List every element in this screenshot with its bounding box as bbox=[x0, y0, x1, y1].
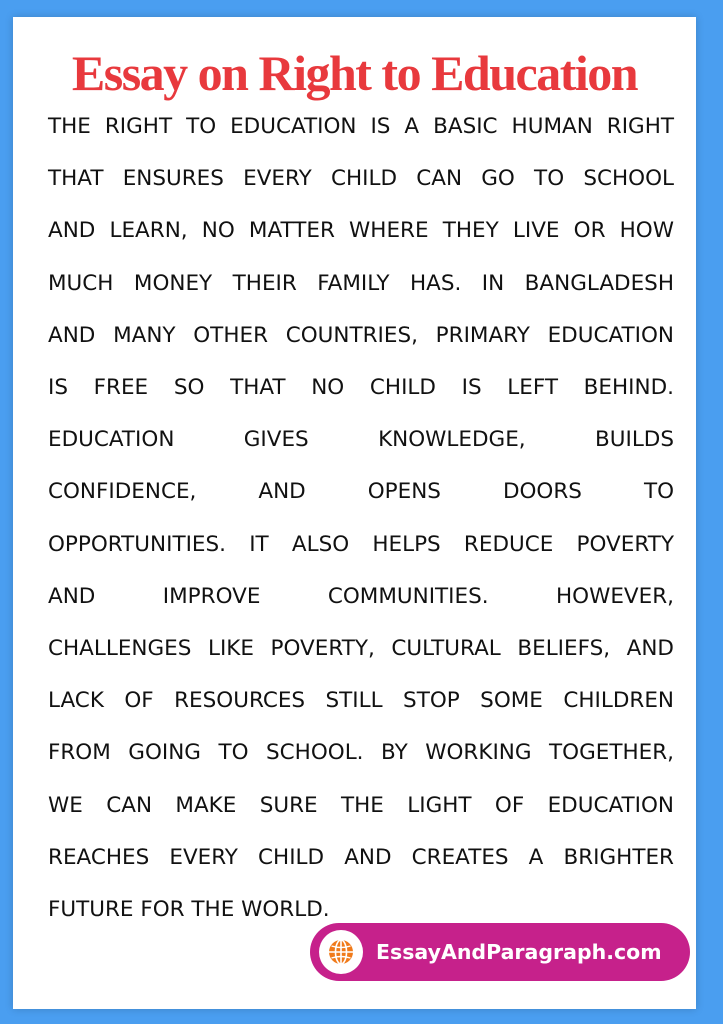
essay-line: AND MANY OTHER COUNTRIES, PRIMARY EDUCATION bbox=[48, 322, 674, 348]
essay-sheet bbox=[13, 17, 696, 1009]
page-title: Essay on Right to Education bbox=[71, 45, 638, 101]
essay-line: AND IMPROVE COMMUNITIES. HOWEVER, bbox=[48, 583, 674, 609]
essay-line: AND LEARN, NO MATTER WHERE THEY LIVE OR HOW bbox=[48, 218, 674, 244]
essay-line: CONFIDENCE, AND OPENS DOORS TO bbox=[48, 479, 674, 505]
essay-line: FUTURE FOR THE WORLD. bbox=[48, 897, 330, 923]
essay-line: OPPORTUNITIES. IT ALSO HELPS REDUCE POVERTY bbox=[48, 531, 674, 557]
essay-line: WE CAN MAKE SURE THE LIGHT OF EDUCATION bbox=[48, 792, 674, 818]
essay-line: MUCH MONEY THEIR FAMILY HAS. IN BANGLADESH bbox=[48, 270, 674, 296]
globe-icon bbox=[319, 930, 363, 974]
essay-line: THAT ENSURES EVERY CHILD CAN GO TO SCHOOL bbox=[48, 166, 674, 192]
website-badge[interactable] bbox=[310, 923, 690, 981]
essay-line: REACHES EVERY CHILD AND CREATES A BRIGHTER bbox=[48, 844, 674, 870]
essay-line: LACK OF RESOURCES STILL STOP SOME CHILDREN bbox=[48, 688, 674, 714]
essay-line: CHALLENGES LIKE POVERTY, CULTURAL BELIEFS, AND bbox=[48, 636, 674, 662]
essay-line: THE RIGHT TO EDUCATION IS A BASIC HUMAN RIGHT bbox=[48, 114, 674, 139]
essay-line: FROM GOING TO SCHOOL. BY WORKING TOGETHER, bbox=[48, 740, 674, 766]
essay-line: EDUCATION GIVES KNOWLEDGE, BUILDS bbox=[48, 427, 674, 453]
essay-line: IS FREE SO THAT NO CHILD IS LEFT BEHIND. bbox=[48, 375, 674, 401]
essay-body bbox=[48, 101, 674, 936]
website-link[interactable]: EssayAndParagraph.com bbox=[376, 940, 662, 964]
